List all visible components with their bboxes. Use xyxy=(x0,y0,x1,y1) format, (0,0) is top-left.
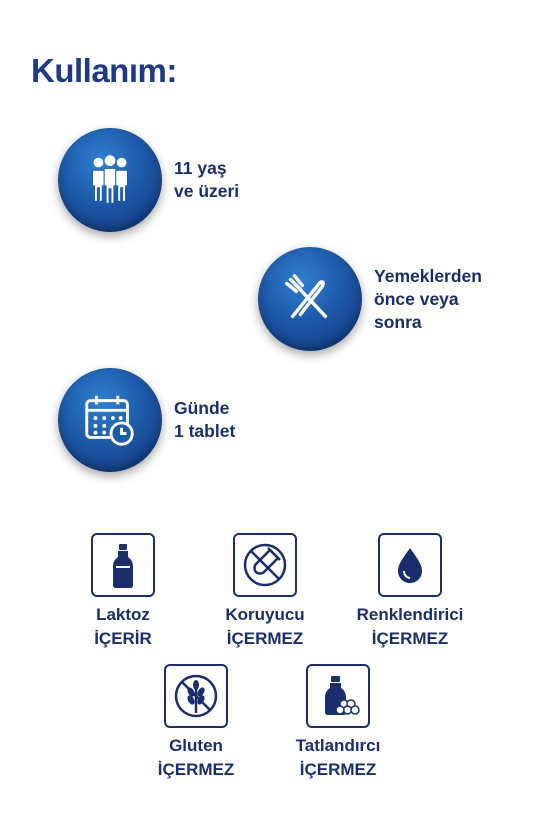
meal-badge xyxy=(258,247,362,351)
feature-label: Gluten xyxy=(169,736,223,755)
feature-status: İÇERİR xyxy=(94,629,152,648)
no-preservative-icon xyxy=(240,540,290,590)
page-title: Kullanım: xyxy=(31,52,177,89)
feature-icon-box xyxy=(378,533,442,597)
people-icon xyxy=(79,149,141,211)
feature-label: Tatlandırcı xyxy=(295,736,381,755)
calendar-clock-icon xyxy=(79,389,141,451)
feature-status: İÇERMEZ xyxy=(371,629,449,648)
feature-icon-box xyxy=(164,664,228,728)
usage-meal xyxy=(258,247,482,351)
feature-status: İÇERMEZ xyxy=(157,760,235,779)
feature-preservative xyxy=(190,533,340,651)
usage-text: Günde 1 tablet xyxy=(174,398,236,441)
fork-knife-icon xyxy=(279,268,341,330)
usage-text: Yemeklerden önce veya sonra xyxy=(374,265,482,332)
feature-label: Laktoz xyxy=(96,605,150,624)
feature-icon-box xyxy=(233,533,297,597)
dose-badge xyxy=(58,368,162,472)
age-badge xyxy=(58,128,162,232)
usage-text: 11 yaş ve üzeri xyxy=(174,158,240,201)
feature-gluten xyxy=(121,664,271,782)
feature-status: İÇERMEZ xyxy=(299,760,377,779)
usage-age xyxy=(58,128,239,232)
feature-label: Koruyucu xyxy=(225,605,305,624)
feature-lactose xyxy=(48,533,198,651)
feature-icon-box xyxy=(91,533,155,597)
usage-dose xyxy=(58,368,235,472)
no-gluten-icon xyxy=(171,671,221,721)
sweetener-bottle-icon xyxy=(313,671,363,721)
milk-bottle-icon xyxy=(98,540,148,590)
color-drop-icon xyxy=(385,540,435,590)
feature-status: İÇERMEZ xyxy=(226,629,304,648)
feature-label: Renklendirici xyxy=(356,605,464,624)
feature-colorant xyxy=(335,533,485,651)
feature-icon-box xyxy=(306,664,370,728)
feature-sweetener xyxy=(263,664,413,782)
